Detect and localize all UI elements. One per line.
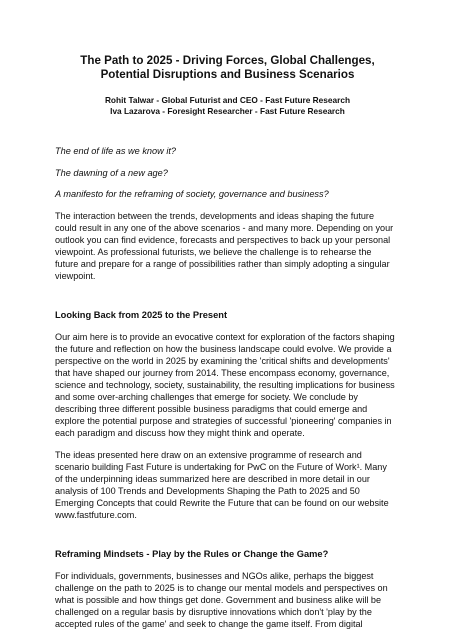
section1-paragraph-1: Our aim here is to provide an evocative context for exploration of the factors shaping the future and reflection on how the business landscape could evolve. We provide a perspective on the world in 2025 by examining the 'critical shifts and developments' that have shaped our journey from 2014. These encompass economy, governance, science and technology, society, sustainability, the resulting implications for business and some over-arching challenges that emerge for society. We conclude by describing three different possible business paradigms that could emerge and explore the potential purpose and strategies of successful 'pioneering' companies in each paradigm and discuss how they might think and operate.: [55, 331, 395, 438]
section-heading-looking-back: Looking Back from 2025 to the Present: [55, 309, 228, 320]
section2-paragraph-1: For individuals, governments, businesses and NGOs alike, perhaps the biggest challenge on the path to 2025 is to change our mental models and perspectives on what is possible and how things get done. Government and business alike will be challenged on a regular basis by disruptive innovations which don't 'play by the accepted rules of the game' and seek to change the game itself. From digital: [55, 570, 388, 629]
intro-paragraph: The interaction between the trends, developments and ideas shaping the future could result in any one of the above scenarios - and many more. Depending on your outlook you can find evidence, forecasts and perspectives to back up your personal viewpoint. As professional futurists, we believe the challenge is to rehearse the future and prepare for a range of possibilities rather than simply adopting a singular viewpoint.: [55, 210, 394, 281]
tagline-1: The end of life as we know it?: [55, 146, 177, 156]
tagline-3: A manifesto for the reframing of society, governance and business?: [55, 189, 329, 199]
section1-paragraph-2: The ideas presented here draw on an extensive programme of research and scenario building Fast Future is undertaking for PwC on the Future of Work¹. Many of the underpinning ideas summarized here are described in more detail in our analysis of 100 Trends and Developments Shaping the Path to 2025 and 50 Emerging Concepts that could Rewrite the Future that can be found on our website www.fastfuture.com.: [55, 449, 389, 520]
document-title: The Path to 2025 - Driving Forces, Global Challenges, Potential Disruptions and Business Scenarios: [80, 54, 375, 81]
author-block: [55, 95, 400, 117]
author-line-2: Iva Lazarova - Foresight Researcher - Fast Future Research: [110, 106, 345, 116]
author-line-1: Rohit Talwar - Global Futurist and CEO - Fast Future Research: [104, 95, 351, 105]
section-heading-reframing-mindsets: Reframing Mindsets - Play by the Rules or Change the Game?: [55, 548, 329, 559]
tagline-2: The dawning of a new age?: [55, 167, 168, 178]
